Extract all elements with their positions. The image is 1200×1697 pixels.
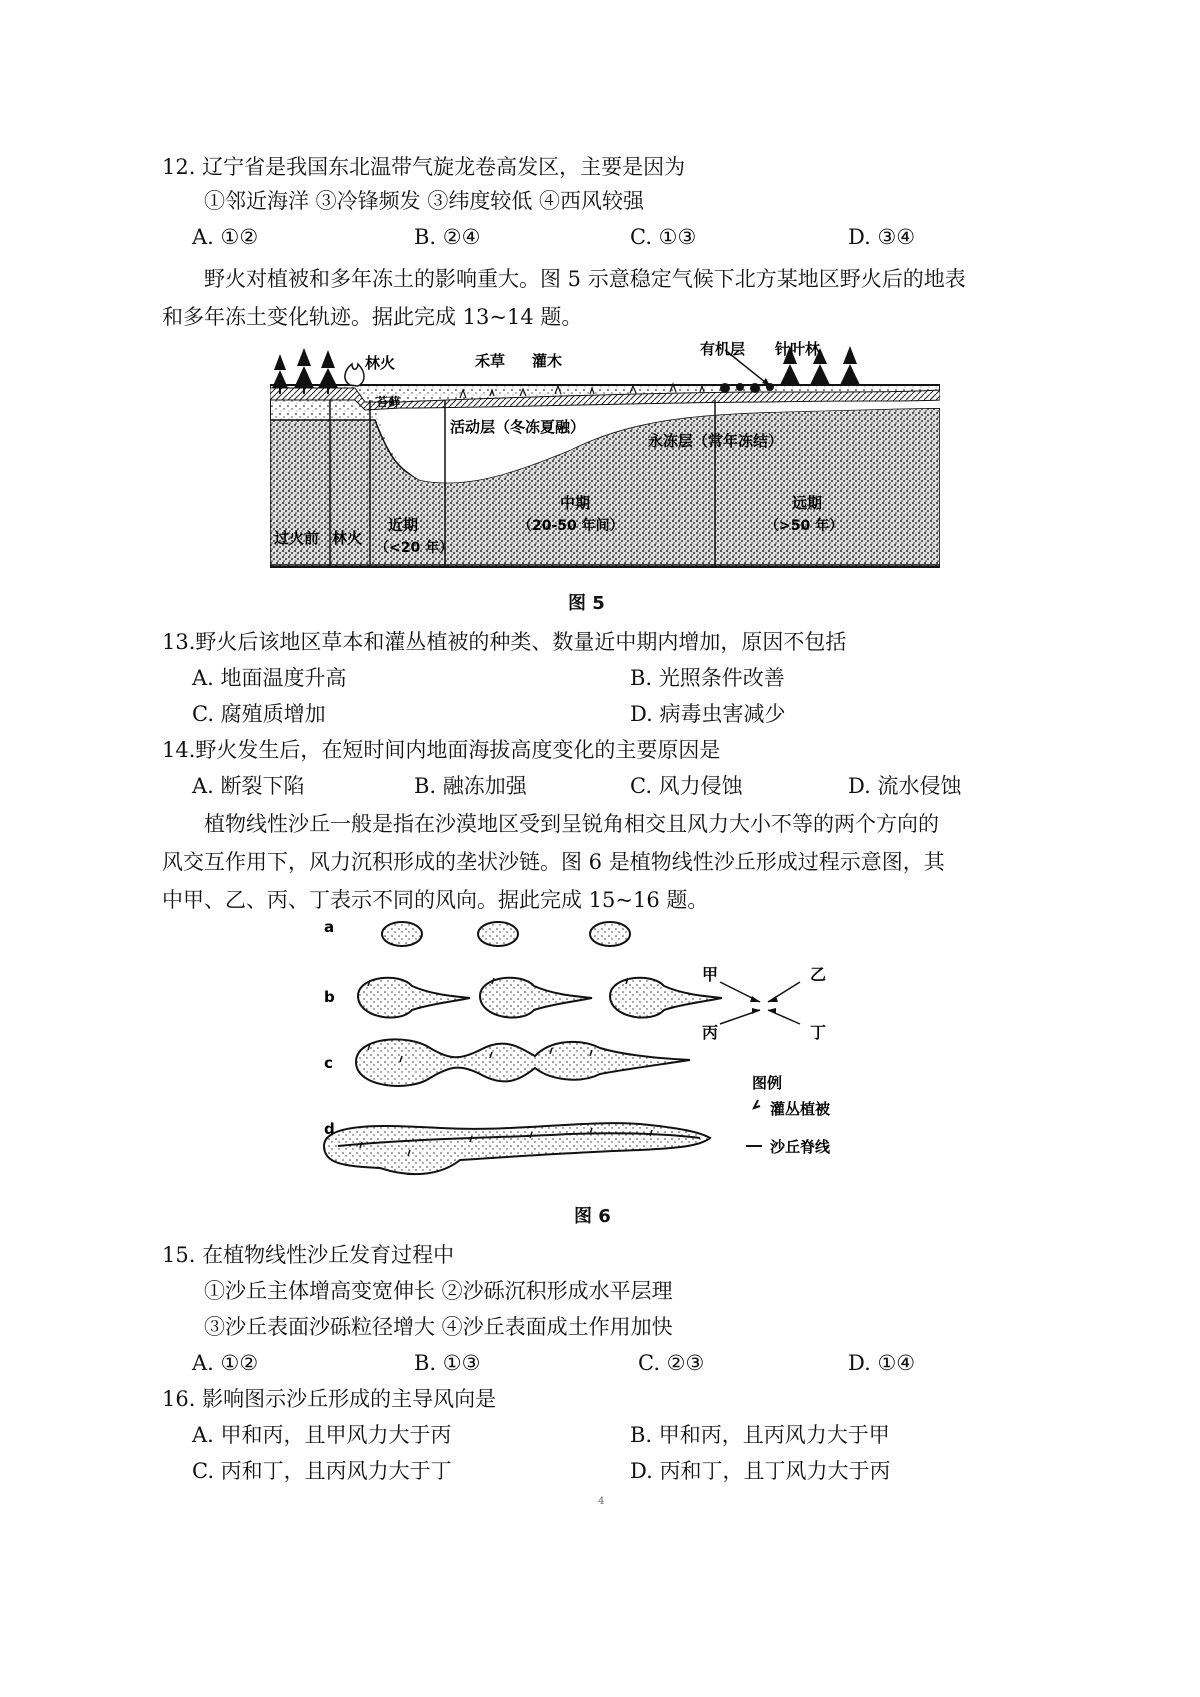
figure-5-permafrost-diagram — [270, 340, 940, 572]
q14-stem: 14.野火发生后，在短时间内地面海拔高度变化的主要原因是 — [162, 738, 721, 762]
q12-option-d: D. ③④ — [848, 225, 916, 249]
q12-option-c: C. ①③ — [630, 225, 697, 249]
fig5-label-fire: 林火 — [365, 354, 396, 372]
q15-option-d: D. ①④ — [848, 1351, 916, 1375]
fig5-label-far: 远期 — [792, 494, 823, 512]
q15-option-a: A. ①② — [192, 1351, 259, 1375]
fig5-label-moss: 苔藓 — [376, 395, 401, 409]
fig6-stage-d: d — [324, 1120, 335, 1138]
fig5-label-conifer: 针叶林 — [775, 340, 821, 358]
intro15-line2: 风交互作用下，风力沉积形成的垄状沙链。图 6 是植物线性沙丘形成过程示意图，其 — [162, 850, 945, 874]
q12-option-b: B. ②④ — [414, 225, 481, 249]
fig5-label-shrub: 灌木 — [532, 352, 563, 370]
fig6-wind-jia: 甲 — [702, 965, 719, 984]
figure-6-dune-diagram — [320, 920, 900, 1202]
intro15-line3: 中甲、乙、丙、丁表示不同的风向。据此完成 15~16 题。 — [162, 888, 709, 912]
fig5-label-organic: 有机层 — [700, 340, 746, 358]
fig6-wind-yi: 乙 — [810, 965, 827, 984]
fig6-stage-b: b — [324, 988, 335, 1006]
fig5-label-active: 活动层（冬冻夏融） — [450, 418, 586, 436]
fig6-legend-title: 图例 — [752, 1074, 783, 1092]
fig6-wind-bing: 丙 — [702, 1023, 719, 1042]
q16-option-a: A. 甲和丙，且甲风力大于丙 — [192, 1423, 452, 1447]
fig6-caption: 图 6 — [574, 1206, 611, 1227]
q12-stem: 12. 辽宁省是我国东北温带气旋龙卷高发区，主要是因为 — [162, 155, 686, 179]
fig5-label-grass: 禾草 — [475, 352, 506, 370]
page-number: 4 — [598, 1496, 605, 1507]
q15-option-b: B. ①③ — [414, 1351, 481, 1375]
intro13-line2: 和多年冻土变化轨迹。据此完成 13~14 题。 — [162, 305, 583, 329]
fig5-label-mid: 中期 — [560, 494, 591, 512]
fig5-label-near: 近期 — [388, 516, 419, 534]
q15-stem: 15. 在植物线性沙丘发育过程中 — [162, 1243, 455, 1267]
fig5-label-near-range: （<20 年） — [375, 540, 454, 556]
fig6-stage-c: c — [324, 1054, 333, 1072]
q13-option-a: A. 地面温度升高 — [192, 666, 347, 690]
q16-option-c: C. 丙和丁，且丙风力大于丁 — [192, 1459, 452, 1483]
fig5-label-before: 过火前 — [274, 529, 320, 547]
q14-option-d: D. 流水侵蚀 — [848, 774, 962, 798]
q12-items: ①邻近海洋 ③冷锋频发 ③纬度较低 ④西风较强 — [204, 189, 645, 213]
q16-option-b: B. 甲和丙，且丙风力大于甲 — [630, 1423, 890, 1447]
q13-stem: 13.野火后该地区草本和灌丛植被的种类、数量近中期内增加，原因不包括 — [162, 630, 847, 654]
q14-option-a: A. 断裂下陷 — [192, 774, 305, 798]
fig5-label-perma: 永冻层（常年冻结） — [648, 432, 784, 450]
q14-option-c: C. 风力侵蚀 — [630, 774, 743, 798]
q16-option-d: D. 丙和丁，且丁风力大于丙 — [630, 1459, 891, 1483]
q15-option-c: C. ②③ — [638, 1351, 705, 1375]
fig6-legend-ridge: 沙丘脊线 — [770, 1138, 831, 1156]
q13-option-b: B. 光照条件改善 — [630, 666, 785, 690]
q15-items-2: ③沙丘表面沙砾粒径增大 ④沙丘表面成土作用加快 — [204, 1315, 673, 1339]
fig6-legend-shrub: 灌丛植被 — [770, 1100, 831, 1118]
q16-stem: 16. 影响图示沙丘形成的主导风向是 — [162, 1387, 497, 1411]
shrub-symbol-icon — [754, 1100, 760, 1108]
q12-option-a: A. ①② — [192, 225, 259, 249]
q15-items-1: ①沙丘主体增高变宽伸长 ②沙砾沉积形成水平层理 — [204, 1279, 673, 1303]
fig5-label-fire-bottom: 林火 — [332, 529, 363, 547]
q13-option-c: C. 腐殖质增加 — [192, 702, 326, 726]
q14-option-b: B. 融冻加强 — [414, 774, 527, 798]
intro15-line1: 植物线性沙丘一般是指在沙漠地区受到呈锐角相交且风力大小不等的两个方向的 — [204, 812, 939, 836]
fig6-stage-a: a — [324, 920, 335, 936]
fig5-label-far-range: （>50 年） — [765, 518, 844, 534]
fig5-caption: 图 5 — [568, 593, 605, 614]
fig6-wind-ding: 丁 — [810, 1023, 827, 1042]
intro13-line1: 野火对植被和多年冻土的影响重大。图 5 示意稳定气候下北方某地区野火后的地表 — [204, 267, 966, 291]
fig5-label-mid-range: （20-50 年间） — [518, 518, 624, 534]
q13-option-d: D. 病毒虫害减少 — [630, 702, 786, 726]
